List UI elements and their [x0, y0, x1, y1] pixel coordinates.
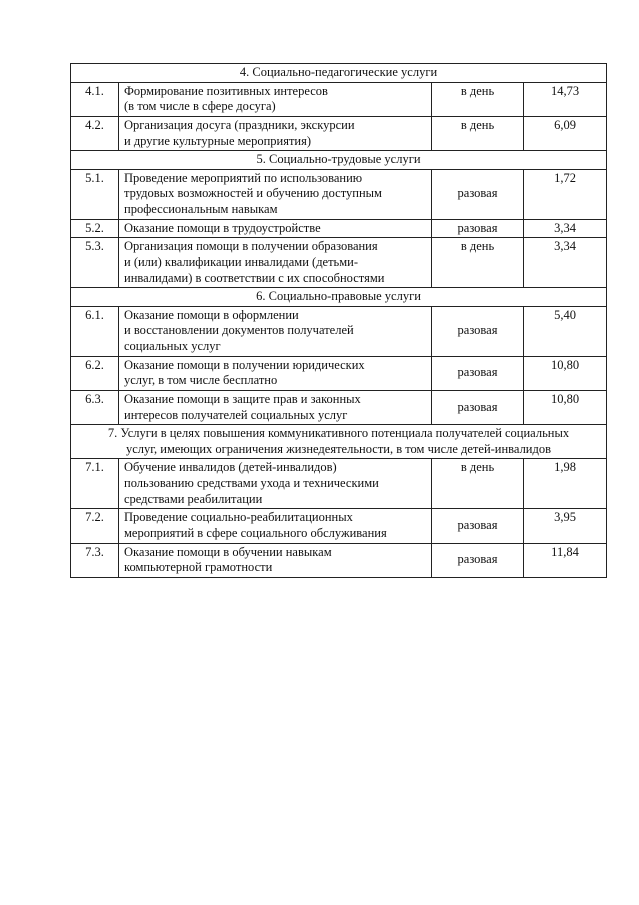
item-number: 5.1. [71, 169, 119, 219]
item-number: 7.1. [71, 459, 119, 509]
service-name-line: Проведение мероприятий по использованию [124, 170, 363, 185]
item-number: 6.1. [71, 306, 119, 356]
service-name-line: Оказание помощи в обучении навыкам [124, 544, 332, 559]
services-price-table [70, 63, 607, 578]
table-row [71, 82, 607, 116]
service-price: 6,09 [524, 116, 607, 150]
section-title-line: услуг, имеющих ограничения жизнедеятельности, в том числе детей-инвалидов [126, 441, 552, 456]
service-price: 3,95 [524, 509, 607, 543]
service-name [119, 82, 432, 116]
service-name-line: профессиональным навыкам [124, 202, 278, 216]
table-row [71, 509, 607, 543]
service-name [119, 116, 432, 150]
service-unit: в день [432, 82, 524, 116]
service-name-line: Оказание помощи в оформлении [124, 307, 299, 322]
service-name-line: средствами реабилитации [124, 491, 263, 506]
service-unit: разовая [432, 169, 524, 219]
service-price: 1,98 [524, 459, 607, 509]
service-name-line: Обучение инвалидов (детей-инвалидов) [124, 460, 337, 475]
service-unit: разовая [432, 306, 524, 356]
item-number: 7.3. [71, 543, 119, 577]
section-header-row [71, 425, 607, 459]
service-name-line: интересов получателей социальных услуг [124, 407, 348, 422]
service-name [119, 509, 432, 543]
service-price: 3,34 [524, 219, 607, 238]
table-row [71, 543, 607, 577]
service-name-line: Оказание помощи в получении юридических [124, 357, 365, 372]
service-name-line: социальных услуг [124, 339, 221, 353]
service-name [119, 169, 432, 219]
service-unit: в день [432, 459, 524, 509]
section-title-line: 7. Услуги в целях повышения коммуникативного потенциала получателей социальных [107, 426, 570, 441]
service-price: 14,73 [524, 82, 607, 116]
service-name-line: (в том числе в сфере досуга) [124, 99, 276, 114]
service-name-line: пользованию средствами ухода и техническими [124, 476, 379, 490]
service-name [119, 306, 432, 356]
item-number: 5.3. [71, 238, 119, 288]
service-name-line: инвалидами) в соответствии с их способностями [124, 270, 385, 285]
item-number: 6.3. [71, 390, 119, 424]
service-name [119, 238, 432, 288]
service-price: 1,72 [524, 169, 607, 219]
service-name-line: и восстановлении документов получателей [124, 323, 354, 338]
service-name [119, 459, 432, 509]
service-name-line: трудовых возможностей и обучению доступным [124, 186, 382, 201]
service-name-line: и другие культурные мероприятия) [124, 133, 312, 148]
service-unit: разовая [432, 390, 524, 424]
service-price: 5,40 [524, 306, 607, 356]
service-name [119, 390, 432, 424]
item-number: 5.2. [71, 219, 119, 238]
service-price: 10,80 [524, 390, 607, 424]
section-title: 6. Социально-правовые услуги [71, 288, 607, 307]
section-title: 5. Социально-трудовые услуги [71, 151, 607, 170]
service-name-line: мероприятий в сфере социального обслуживания [124, 525, 387, 540]
service-name-line: Организация досуга (праздники, экскурсии [124, 117, 355, 132]
service-name [119, 543, 432, 577]
service-name [119, 219, 432, 238]
service-name-line: Оказание помощи в защите прав и законных [124, 391, 361, 406]
service-name-line: и (или) квалификации инвалидами (детьми- [124, 254, 359, 269]
table-row [71, 390, 607, 424]
service-unit: разовая [432, 219, 524, 238]
service-unit: в день [432, 116, 524, 150]
table-row [71, 306, 607, 356]
table-row [71, 116, 607, 150]
service-price: 3,34 [524, 238, 607, 288]
service-name-line: Формирование позитивных интересов [124, 83, 328, 98]
service-unit: разовая [432, 509, 524, 543]
service-unit: разовая [432, 356, 524, 390]
item-number: 4.2. [71, 116, 119, 150]
item-number: 7.2. [71, 509, 119, 543]
table-row [71, 459, 607, 509]
section-title [71, 425, 607, 459]
table-row [71, 238, 607, 288]
section-title: 4. Социально-педагогические услуги [71, 64, 607, 83]
item-number: 6.2. [71, 356, 119, 390]
service-unit: в день [432, 238, 524, 288]
section-header-row [71, 64, 607, 83]
service-price: 11,84 [524, 543, 607, 577]
service-name-line: Оказание помощи в трудоустройстве [124, 220, 321, 235]
section-header-row [71, 288, 607, 307]
service-unit: разовая [432, 543, 524, 577]
service-name [119, 356, 432, 390]
service-name-line: Организация помощи в получении образования [124, 239, 378, 254]
section-header-row [71, 151, 607, 170]
service-name-line: услуг, в том числе бесплатно [124, 373, 278, 388]
table-row [71, 169, 607, 219]
table-row [71, 219, 607, 238]
table-row [71, 356, 607, 390]
service-name-line: компьютерной грамотности [124, 560, 273, 575]
service-name-line: Проведение социально-реабилитационных [124, 510, 353, 525]
item-number: 4.1. [71, 82, 119, 116]
service-price: 10,80 [524, 356, 607, 390]
